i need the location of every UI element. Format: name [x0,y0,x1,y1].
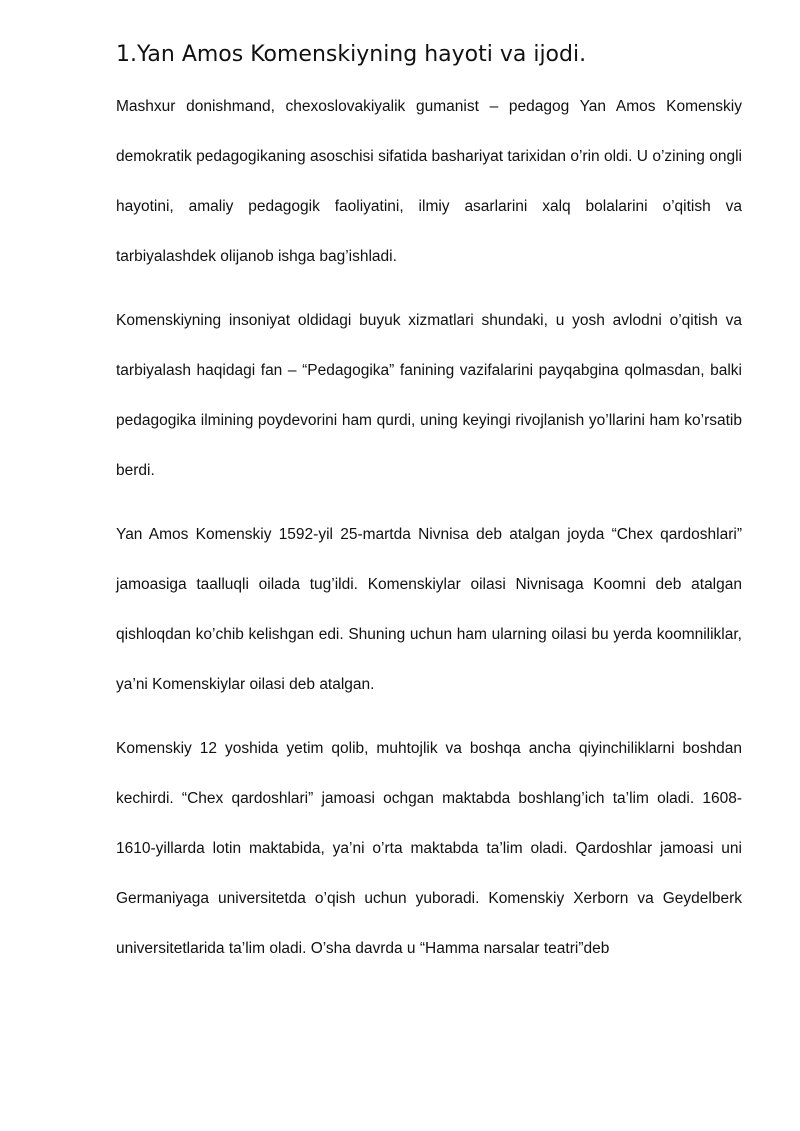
paragraph-3: Yan Amos Komenskiy 1592-yil 25-martda Nivnisa deb atalgan joyda “Chex qardoshlari” jamoasiga taalluqli oilada tug’ildi. Komenskiylar oilasi Nivnisaga Koomni deb atalgan qishloqdan ko’chib kelishgan edi. Shuning uchun ham ularning oilasi bu yerda koomniliklar, ya’ni Komenskiylar oilasi deb atalgan. [116,526,742,693]
paragraph-1: Mashxur donishmand, chexoslovakiyalik gumanist – pedagog Yan Amos Komenskiy demokratik pedagogikaning asoschisi sifatida bashariyat tarixidan o’rin oldi. U o’zining ongli hayotini, amaliy pedagogik faoliyatini, ilmiy asarlarini xalq bolalarini o’qitish va tarbiyalashdek olijanob ishga bag’ishladi. [116,98,742,265]
paragraph-2: Komenskiyning insoniyat oldidagi buyuk xizmatlari shundaki, u yosh avlodni o’qitish va tarbiyalash haqidagi fan – “Pedagogika” fanining vazifalarini payqabgina qolmasdan, balki pedagogika ilmining poydevorini ham qurdi, uning keyingi rivojlanish yo’llarini ham ko’rsatib berdi. [116,312,742,479]
document-body [116,38,742,988]
paragraph-4: Komenskiy 12 yoshida yetim qolib, muhtojlik va boshqa ancha qiyinchiliklarni boshdan kechirdi. “Chex qardoshlari” jamoasi ochgan maktabda boshlang’ich ta’lim oladi. 1608-1610-yillarda lotin maktabida, ya’ni o’rta maktabda ta’lim oladi. Qardoshlar jamoasi uni Germaniyaga universitetda o’qish uchun yuboradi. Komenskiy Xerborn va Geydelberk universitetlarida ta’lim oladi. O’sha davrda u “Hamma narsalar teatri”deb [116,740,742,957]
document-title: 1.Yan Amos Komenskiyning hayoti va ijodi. [116,42,587,67]
